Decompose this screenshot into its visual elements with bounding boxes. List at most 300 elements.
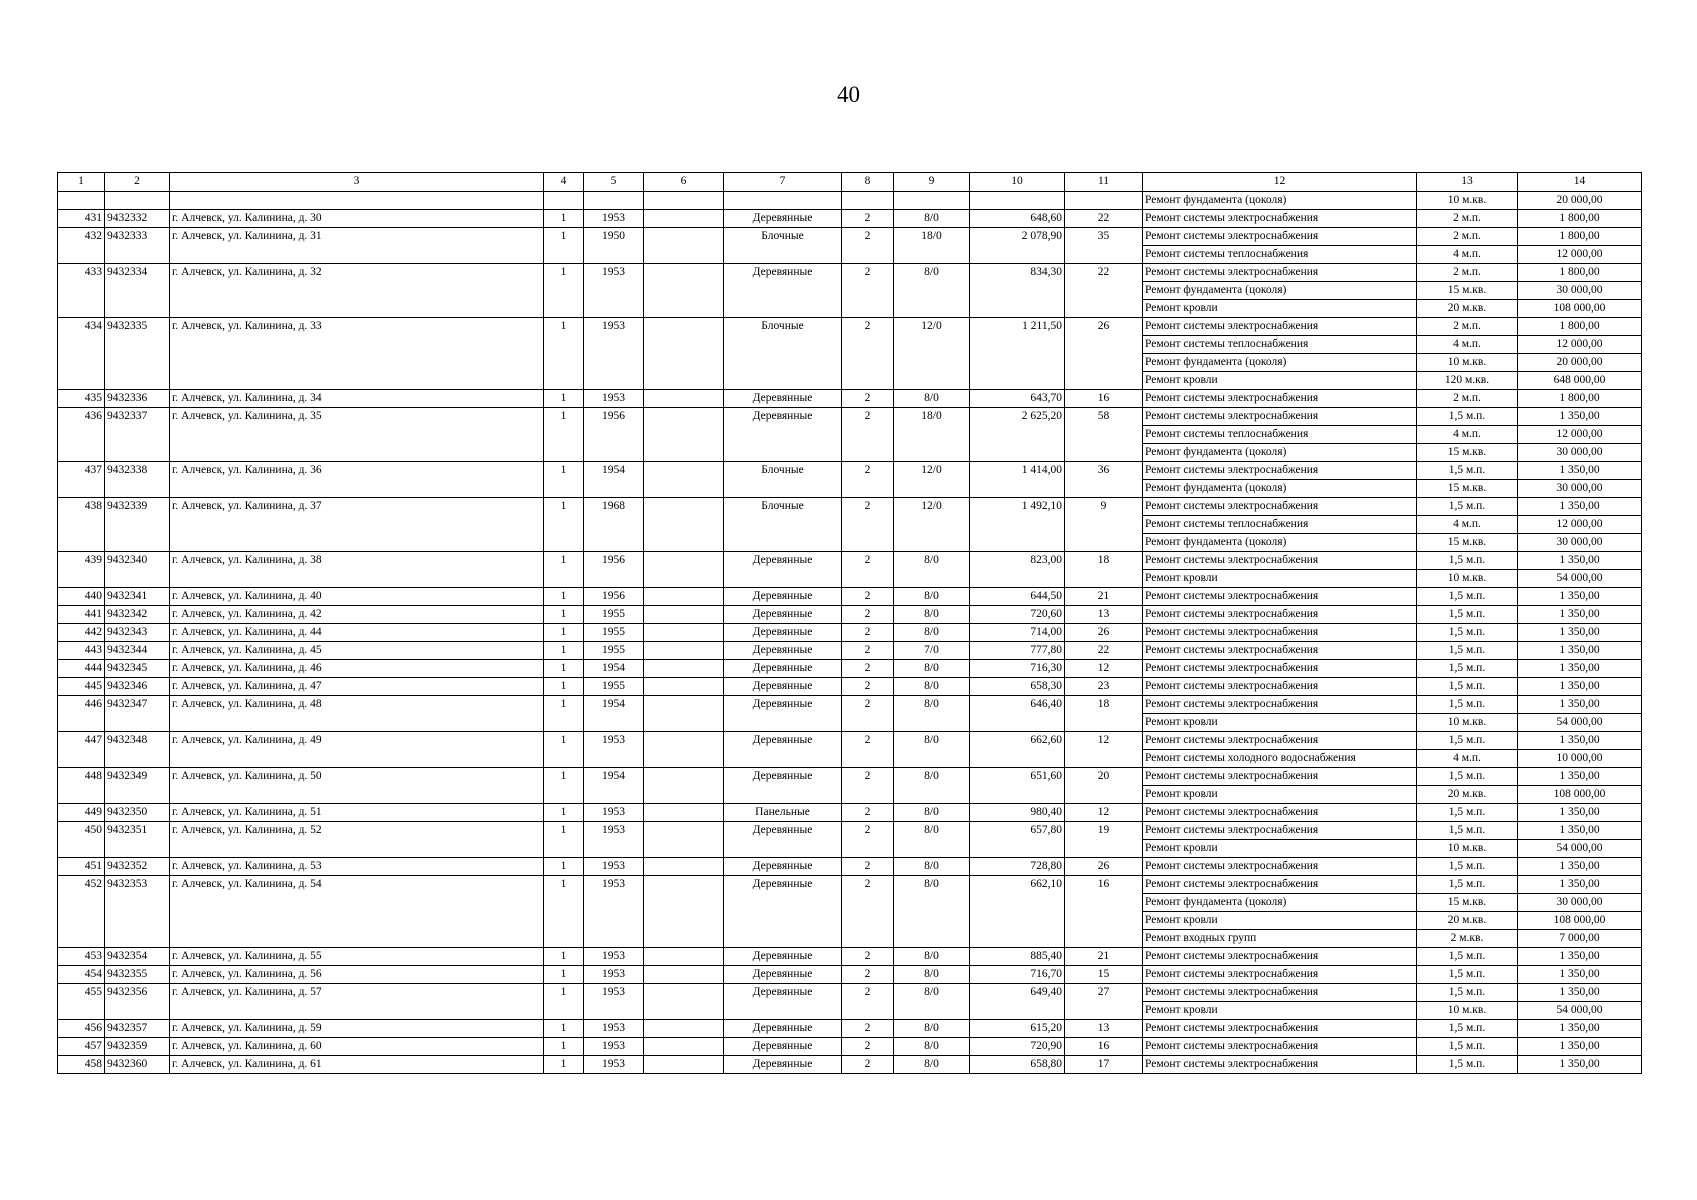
- column-header: 10: [970, 173, 1065, 192]
- wall-material-cell: Деревянные: [724, 966, 842, 984]
- column-6-cell: [644, 228, 724, 264]
- residents-cell: 12: [1065, 804, 1143, 822]
- work-volume-cell: 1,5 м.п.: [1417, 948, 1518, 966]
- wall-material-cell: Деревянные: [724, 696, 842, 732]
- entrances-cell: 8/0: [894, 948, 970, 966]
- house-row: [58, 588, 1642, 606]
- total-area-cell: 980,40: [970, 804, 1065, 822]
- wall-material-cell: Деревянные: [724, 822, 842, 858]
- floors-cell: 2: [842, 462, 894, 498]
- entrances-cell: 8/0: [894, 804, 970, 822]
- wall-material-cell: Панельные: [724, 804, 842, 822]
- column-6-cell: [644, 318, 724, 390]
- entrances-cell: 8/0: [894, 390, 970, 408]
- work-cost-cell: 648 000,00: [1518, 372, 1642, 390]
- column-4-cell: 1: [544, 624, 584, 642]
- row-number-cell: 450: [58, 822, 105, 858]
- work-type-cell: Ремонт системы электроснабжения: [1143, 966, 1417, 984]
- work-volume-cell: 15 м.кв.: [1417, 534, 1518, 552]
- house-code-cell: 9432345: [105, 660, 170, 678]
- column-4-cell: 1: [544, 606, 584, 624]
- floors-cell: 2: [842, 948, 894, 966]
- residents-cell: 20: [1065, 768, 1143, 804]
- floors-cell: 2: [842, 876, 894, 948]
- work-volume-cell: 1,5 м.п.: [1417, 462, 1518, 480]
- row-number-cell: 451: [58, 858, 105, 876]
- empty-cell: [105, 192, 170, 210]
- row-number-cell: 447: [58, 732, 105, 768]
- column-4-cell: 1: [544, 318, 584, 390]
- entrances-cell: 8/0: [894, 696, 970, 732]
- year-built-cell: 1953: [584, 822, 644, 858]
- entrances-cell: 8/0: [894, 768, 970, 804]
- wall-material-cell: Блочные: [724, 318, 842, 390]
- residents-cell: 13: [1065, 1020, 1143, 1038]
- work-volume-cell: 15 м.кв.: [1417, 480, 1518, 498]
- column-6-cell: [644, 624, 724, 642]
- address-cell: г. Алчевск, ул. Калинина, д. 48: [170, 696, 544, 732]
- year-built-cell: 1953: [584, 732, 644, 768]
- work-type-cell: Ремонт системы электроснабжения: [1143, 822, 1417, 840]
- work-type-cell: Ремонт системы электроснабжения: [1143, 678, 1417, 696]
- work-volume-cell: 1,5 м.п.: [1417, 822, 1518, 840]
- row-number-cell: 453: [58, 948, 105, 966]
- address-cell: г. Алчевск, ул. Калинина, д. 52: [170, 822, 544, 858]
- address-cell: г. Алчевск, ул. Калинина, д. 61: [170, 1056, 544, 1074]
- column-4-cell: 1: [544, 768, 584, 804]
- year-built-cell: 1953: [584, 966, 644, 984]
- house-row: [58, 822, 1642, 840]
- work-volume-cell: 2 м.п.: [1417, 264, 1518, 282]
- year-built-cell: 1953: [584, 876, 644, 948]
- wall-material-cell: Деревянные: [724, 1038, 842, 1056]
- residents-cell: 9: [1065, 498, 1143, 552]
- entrances-cell: 12/0: [894, 462, 970, 498]
- house-code-cell: 9432343: [105, 624, 170, 642]
- work-volume-cell: 1,5 м.п.: [1417, 732, 1518, 750]
- entrances-cell: 8/0: [894, 966, 970, 984]
- column-4-cell: 1: [544, 660, 584, 678]
- work-type-cell: Ремонт системы электроснабжения: [1143, 462, 1417, 480]
- total-area-cell: 646,40: [970, 696, 1065, 732]
- residents-cell: 21: [1065, 588, 1143, 606]
- work-volume-cell: 10 м.кв.: [1417, 192, 1518, 210]
- floors-cell: 2: [842, 606, 894, 624]
- house-code-cell: 9432332: [105, 210, 170, 228]
- column-6-cell: [644, 552, 724, 588]
- work-volume-cell: 1,5 м.п.: [1417, 1020, 1518, 1038]
- year-built-cell: 1953: [584, 1038, 644, 1056]
- row-number-cell: 431: [58, 210, 105, 228]
- total-area-cell: 728,80: [970, 858, 1065, 876]
- work-cost-cell: 54 000,00: [1518, 1002, 1642, 1020]
- wall-material-cell: Деревянные: [724, 642, 842, 660]
- work-cost-cell: 1 350,00: [1518, 624, 1642, 642]
- entrances-cell: 7/0: [894, 642, 970, 660]
- wall-material-cell: Деревянные: [724, 264, 842, 318]
- column-4-cell: 1: [544, 642, 584, 660]
- residents-cell: 18: [1065, 696, 1143, 732]
- work-volume-cell: 20 м.кв.: [1417, 300, 1518, 318]
- work-volume-cell: 4 м.п.: [1417, 516, 1518, 534]
- work-volume-cell: 1,5 м.п.: [1417, 768, 1518, 786]
- work-cost-cell: 1 800,00: [1518, 390, 1642, 408]
- work-type-cell: Ремонт кровли: [1143, 786, 1417, 804]
- work-type-cell: Ремонт системы электроснабжения: [1143, 768, 1417, 786]
- house-code-cell: 9432339: [105, 498, 170, 552]
- house-code-cell: 9432352: [105, 858, 170, 876]
- column-6-cell: [644, 462, 724, 498]
- work-volume-cell: 1,5 м.п.: [1417, 966, 1518, 984]
- column-4-cell: 1: [544, 966, 584, 984]
- house-code-cell: 9432356: [105, 984, 170, 1020]
- total-area-cell: 720,60: [970, 606, 1065, 624]
- page-number: 40: [837, 82, 860, 107]
- year-built-cell: 1954: [584, 462, 644, 498]
- entrances-cell: 12/0: [894, 498, 970, 552]
- floors-cell: 2: [842, 1020, 894, 1038]
- column-4-cell: 1: [544, 210, 584, 228]
- floors-cell: 2: [842, 768, 894, 804]
- year-built-cell: 1953: [584, 984, 644, 1020]
- work-cost-cell: 1 350,00: [1518, 768, 1642, 786]
- work-type-cell: Ремонт системы электроснабжения: [1143, 660, 1417, 678]
- entrances-cell: 8/0: [894, 984, 970, 1020]
- column-header: 14: [1518, 173, 1642, 192]
- total-area-cell: 777,80: [970, 642, 1065, 660]
- address-cell: г. Алчевск, ул. Калинина, д. 53: [170, 858, 544, 876]
- entrances-cell: 8/0: [894, 732, 970, 768]
- column-6-cell: [644, 210, 724, 228]
- work-cost-cell: 12 000,00: [1518, 246, 1642, 264]
- column-header: 5: [584, 173, 644, 192]
- column-4-cell: 1: [544, 858, 584, 876]
- residents-cell: 58: [1065, 408, 1143, 462]
- year-built-cell: 1950: [584, 228, 644, 264]
- work-type-cell: Ремонт фундамента (цоколя): [1143, 444, 1417, 462]
- column-6-cell: [644, 984, 724, 1020]
- work-volume-cell: 2 м.п.: [1417, 390, 1518, 408]
- work-cost-cell: 30 000,00: [1518, 894, 1642, 912]
- work-volume-cell: 1,5 м.п.: [1417, 858, 1518, 876]
- wall-material-cell: Блочные: [724, 462, 842, 498]
- total-area-cell: 1 211,50: [970, 318, 1065, 390]
- column-4-cell: 1: [544, 462, 584, 498]
- total-area-cell: 651,60: [970, 768, 1065, 804]
- row-number-cell: 445: [58, 678, 105, 696]
- address-cell: г. Алчевск, ул. Калинина, д. 46: [170, 660, 544, 678]
- row-number-cell: 449: [58, 804, 105, 822]
- column-4-cell: 1: [544, 264, 584, 318]
- work-volume-cell: 10 м.кв.: [1417, 840, 1518, 858]
- residents-cell: 15: [1065, 966, 1143, 984]
- empty-cell: [1065, 192, 1143, 210]
- work-type-cell: Ремонт системы электроснабжения: [1143, 264, 1417, 282]
- column-header: 8: [842, 173, 894, 192]
- work-type-cell: Ремонт системы электроснабжения: [1143, 408, 1417, 426]
- wall-material-cell: Деревянные: [724, 552, 842, 588]
- year-built-cell: 1956: [584, 552, 644, 588]
- address-cell: г. Алчевск, ул. Калинина, д. 44: [170, 624, 544, 642]
- row-number-cell: 439: [58, 552, 105, 588]
- wall-material-cell: Блочные: [724, 498, 842, 552]
- work-cost-cell: 1 350,00: [1518, 462, 1642, 480]
- work-type-cell: Ремонт кровли: [1143, 372, 1417, 390]
- work-cost-cell: 108 000,00: [1518, 912, 1642, 930]
- work-cost-cell: 1 350,00: [1518, 804, 1642, 822]
- address-cell: г. Алчевск, ул. Калинина, д. 36: [170, 462, 544, 498]
- entrances-cell: 8/0: [894, 822, 970, 858]
- column-header: 13: [1417, 173, 1518, 192]
- work-cost-cell: 1 800,00: [1518, 210, 1642, 228]
- work-type-cell: Ремонт кровли: [1143, 840, 1417, 858]
- house-row: [58, 1038, 1642, 1056]
- house-row: [58, 732, 1642, 750]
- column-6-cell: [644, 732, 724, 768]
- row-number-cell: 432: [58, 228, 105, 264]
- address-cell: г. Алчевск, ул. Калинина, д. 56: [170, 966, 544, 984]
- residents-cell: 22: [1065, 264, 1143, 318]
- total-area-cell: 662,60: [970, 732, 1065, 768]
- work-volume-cell: 1,5 м.п.: [1417, 984, 1518, 1002]
- work-cost-cell: 1 350,00: [1518, 606, 1642, 624]
- column-4-cell: 1: [544, 1056, 584, 1074]
- total-area-cell: 615,20: [970, 1020, 1065, 1038]
- residents-cell: 12: [1065, 732, 1143, 768]
- work-cost-cell: 20 000,00: [1518, 354, 1642, 372]
- work-cost-cell: 1 350,00: [1518, 678, 1642, 696]
- work-type-cell: Ремонт системы электроснабжения: [1143, 948, 1417, 966]
- entrances-cell: 8/0: [894, 1056, 970, 1074]
- floors-cell: 2: [842, 318, 894, 390]
- work-volume-cell: 2 м.кв.: [1417, 930, 1518, 948]
- work-volume-cell: 1,5 м.п.: [1417, 624, 1518, 642]
- house-row: [58, 678, 1642, 696]
- house-code-cell: 9432333: [105, 228, 170, 264]
- column-header: 4: [544, 173, 584, 192]
- column-6-cell: [644, 768, 724, 804]
- column-6-cell: [644, 660, 724, 678]
- wall-material-cell: Деревянные: [724, 660, 842, 678]
- work-volume-cell: 15 м.кв.: [1417, 894, 1518, 912]
- address-cell: г. Алчевск, ул. Калинина, д. 38: [170, 552, 544, 588]
- floors-cell: 2: [842, 552, 894, 588]
- total-area-cell: 823,00: [970, 552, 1065, 588]
- work-volume-cell: 1,5 м.п.: [1417, 606, 1518, 624]
- work-type-cell: Ремонт фундамента (цоколя): [1143, 354, 1417, 372]
- work-cost-cell: 1 350,00: [1518, 696, 1642, 714]
- work-type-cell: Ремонт кровли: [1143, 714, 1417, 732]
- row-number-cell: 433: [58, 264, 105, 318]
- column-header: 12: [1143, 173, 1417, 192]
- row-number-cell: 454: [58, 966, 105, 984]
- work-cost-cell: 1 350,00: [1518, 876, 1642, 894]
- residents-cell: 18: [1065, 552, 1143, 588]
- floors-cell: 2: [842, 984, 894, 1020]
- column-6-cell: [644, 1038, 724, 1056]
- work-cost-cell: 1 350,00: [1518, 408, 1642, 426]
- row-number-cell: 437: [58, 462, 105, 498]
- total-area-cell: 648,60: [970, 210, 1065, 228]
- year-built-cell: 1968: [584, 498, 644, 552]
- work-type-cell: Ремонт системы электроснабжения: [1143, 696, 1417, 714]
- house-code-cell: 9432350: [105, 804, 170, 822]
- house-code-cell: 9432336: [105, 390, 170, 408]
- column-header: 11: [1065, 173, 1143, 192]
- work-type-cell: Ремонт системы теплоснабжения: [1143, 516, 1417, 534]
- work-volume-cell: 1,5 м.п.: [1417, 408, 1518, 426]
- work-volume-cell: 4 м.п.: [1417, 336, 1518, 354]
- address-cell: г. Алчевск, ул. Калинина, д. 40: [170, 588, 544, 606]
- column-4-cell: 1: [544, 732, 584, 768]
- row-number-cell: 444: [58, 660, 105, 678]
- house-row: [58, 948, 1642, 966]
- floors-cell: 2: [842, 408, 894, 462]
- house-code-cell: 9432353: [105, 876, 170, 948]
- residents-cell: 22: [1065, 210, 1143, 228]
- total-area-cell: 644,50: [970, 588, 1065, 606]
- house-row: [58, 408, 1642, 426]
- wall-material-cell: Деревянные: [724, 858, 842, 876]
- total-area-cell: 649,40: [970, 984, 1065, 1020]
- wall-material-cell: Деревянные: [724, 408, 842, 462]
- total-area-cell: 714,00: [970, 624, 1065, 642]
- address-cell: г. Алчевск, ул. Калинина, д. 57: [170, 984, 544, 1020]
- column-4-cell: 1: [544, 588, 584, 606]
- entrances-cell: 8/0: [894, 678, 970, 696]
- house-code-cell: 9432347: [105, 696, 170, 732]
- work-volume-cell: 10 м.кв.: [1417, 1002, 1518, 1020]
- floors-cell: 2: [842, 732, 894, 768]
- wall-material-cell: Деревянные: [724, 1020, 842, 1038]
- row-number-cell: 455: [58, 984, 105, 1020]
- column-header: 9: [894, 173, 970, 192]
- row-number-cell: 438: [58, 498, 105, 552]
- house-row: [58, 264, 1642, 282]
- entrances-cell: 8/0: [894, 1020, 970, 1038]
- work-type-cell: Ремонт фундамента (цоколя): [1143, 282, 1417, 300]
- column-4-cell: 1: [544, 948, 584, 966]
- work-cost-cell: 1 350,00: [1518, 732, 1642, 750]
- column-header: 3: [170, 173, 544, 192]
- address-cell: г. Алчевск, ул. Калинина, д. 50: [170, 768, 544, 804]
- column-6-cell: [644, 822, 724, 858]
- work-type-cell: Ремонт фундамента (цоколя): [1143, 534, 1417, 552]
- house-row: [58, 804, 1642, 822]
- work-volume-cell: 4 м.п.: [1417, 246, 1518, 264]
- wall-material-cell: Блочные: [724, 228, 842, 264]
- work-cost-cell: 1 350,00: [1518, 948, 1642, 966]
- residents-cell: 17: [1065, 1056, 1143, 1074]
- year-built-cell: 1953: [584, 210, 644, 228]
- entrances-cell: 8/0: [894, 588, 970, 606]
- work-type-cell: Ремонт системы электроснабжения: [1143, 624, 1417, 642]
- column-4-cell: 1: [544, 678, 584, 696]
- floors-cell: 2: [842, 210, 894, 228]
- residents-cell: 13: [1065, 606, 1143, 624]
- floors-cell: 2: [842, 264, 894, 318]
- column-header: 2: [105, 173, 170, 192]
- entrances-cell: 18/0: [894, 408, 970, 462]
- work-type-cell: Ремонт фундамента (цоколя): [1143, 192, 1417, 210]
- work-type-cell: Ремонт системы электроснабжения: [1143, 732, 1417, 750]
- floors-cell: 2: [842, 390, 894, 408]
- work-volume-cell: 10 м.кв.: [1417, 354, 1518, 372]
- work-cost-cell: 54 000,00: [1518, 714, 1642, 732]
- work-type-cell: Ремонт кровли: [1143, 300, 1417, 318]
- residents-cell: 35: [1065, 228, 1143, 264]
- house-code-cell: 9432337: [105, 408, 170, 462]
- wall-material-cell: Деревянные: [724, 588, 842, 606]
- work-cost-cell: 7 000,00: [1518, 930, 1642, 948]
- floors-cell: 2: [842, 804, 894, 822]
- empty-cell: [644, 192, 724, 210]
- floors-cell: 2: [842, 696, 894, 732]
- work-cost-cell: 1 800,00: [1518, 228, 1642, 246]
- total-area-cell: 1 492,10: [970, 498, 1065, 552]
- total-area-cell: 716,70: [970, 966, 1065, 984]
- year-built-cell: 1953: [584, 1020, 644, 1038]
- residents-cell: 21: [1065, 948, 1143, 966]
- column-6-cell: [644, 606, 724, 624]
- work-type-cell: Ремонт фундамента (цоколя): [1143, 480, 1417, 498]
- work-volume-cell: 15 м.кв.: [1417, 282, 1518, 300]
- floors-cell: 2: [842, 228, 894, 264]
- column-6-cell: [644, 408, 724, 462]
- work-cost-cell: 1 350,00: [1518, 498, 1642, 516]
- work-cost-cell: 108 000,00: [1518, 300, 1642, 318]
- entrances-cell: 8/0: [894, 660, 970, 678]
- year-built-cell: 1953: [584, 390, 644, 408]
- total-area-cell: 657,80: [970, 822, 1065, 858]
- empty-cell: [970, 192, 1065, 210]
- year-built-cell: 1953: [584, 858, 644, 876]
- column-4-cell: 1: [544, 822, 584, 858]
- work-cost-cell: 12 000,00: [1518, 516, 1642, 534]
- column-4-cell: 1: [544, 1038, 584, 1056]
- work-type-cell: Ремонт кровли: [1143, 1002, 1417, 1020]
- row-number-cell: 446: [58, 696, 105, 732]
- total-area-cell: 716,30: [970, 660, 1065, 678]
- wall-material-cell: Деревянные: [724, 732, 842, 768]
- address-cell: г. Алчевск, ул. Калинина, д. 49: [170, 732, 544, 768]
- work-cost-cell: 1 350,00: [1518, 822, 1642, 840]
- work-volume-cell: 1,5 м.п.: [1417, 804, 1518, 822]
- work-type-cell: Ремонт системы холодного водоснабжения: [1143, 750, 1417, 768]
- total-area-cell: 2 078,90: [970, 228, 1065, 264]
- house-code-cell: 9432360: [105, 1056, 170, 1074]
- row-number-cell: 442: [58, 624, 105, 642]
- work-type-cell: Ремонт системы электроснабжения: [1143, 1056, 1417, 1074]
- column-4-cell: 1: [544, 552, 584, 588]
- work-type-cell: Ремонт системы теплоснабжения: [1143, 336, 1417, 354]
- house-code-cell: 9432340: [105, 552, 170, 588]
- work-volume-cell: 4 м.п.: [1417, 750, 1518, 768]
- work-type-cell: Ремонт системы электроснабжения: [1143, 210, 1417, 228]
- column-header: 7: [724, 173, 842, 192]
- work-type-cell: Ремонт системы электроснабжения: [1143, 588, 1417, 606]
- house-code-cell: 9432341: [105, 588, 170, 606]
- entrances-cell: 8/0: [894, 624, 970, 642]
- column-6-cell: [644, 264, 724, 318]
- year-built-cell: 1954: [584, 768, 644, 804]
- work-type-cell: Ремонт системы электроснабжения: [1143, 498, 1417, 516]
- house-row: [58, 642, 1642, 660]
- column-4-cell: 1: [544, 804, 584, 822]
- column-6-cell: [644, 678, 724, 696]
- entrances-cell: 8/0: [894, 552, 970, 588]
- entrances-cell: 8/0: [894, 606, 970, 624]
